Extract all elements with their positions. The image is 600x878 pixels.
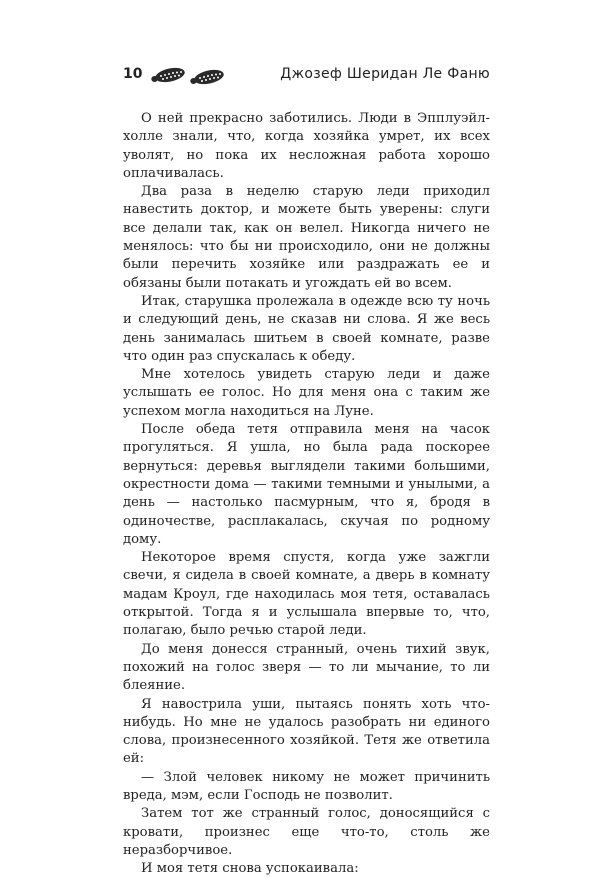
paragraph: Затем тот же странный голос, доносящийся с кровати, произнес еще что-то, столь же неразборчивое. xyxy=(123,806,490,858)
page-number: 10 xyxy=(123,66,143,82)
paragraph: И моя тетя снова успокаивала: xyxy=(141,861,359,877)
paragraph: Мне хотелось увидеть старую леди и даже услышать ее голос. Но для меня она с таким же успехом могла находиться на Луне. xyxy=(123,367,490,419)
paragraph: — Злой человек никому не может причинить вреда, мэм, если Господь не позволит. xyxy=(123,769,490,803)
paragraph: Некоторое время спустя, когда уже зажгли свечи, я сидела в своей комнате, а дверь в комнату мадам Кроул, где находилась моя тетя, оставалась открытой. Тогда я и услышала впервые то, что, полагаю, было речью старой леди. xyxy=(123,550,490,639)
paragraph: О ней прекрасно заботились. Люди в Эпплуэйл-холле знали, что, когда хозяйка умрет, их всех уволят, но пока их несложная работа хорошо оплачивалась. xyxy=(123,111,490,181)
paragraph: До меня донесся странный, очень тихий звук, похожий на голос зверя — то ли мычание, то ли блеяние. xyxy=(123,641,490,694)
paragraph: Два раза в неделю старую леди приходил навестить доктор, и можете быть уверены: слуги все делали так, как он велел. Никогда ничего не менялось: что бы ни происходило, они не должны были перечить хозяйке или раздражать ее и обязаны были потакать и угождать ей во всем. xyxy=(123,184,490,291)
footprints-icon xyxy=(151,66,229,86)
running-head: Джозеф Шеридан Ле Фаню xyxy=(280,66,490,82)
paragraph: После обеда тетя отправила меня на часок прогуляться. Я ушла, но была рада поскорее вернуться: деревья выглядели такими большими, окрестности дома — такими темными и унылыми, а день — настолько пасмурным, что я, бродя в одиночестве, расплакалась, скучая по родному дому. xyxy=(123,422,490,547)
body-text xyxy=(123,110,490,878)
paragraph: Итак, старушка пролежала в одежде всю ту ночь и следующий день, не сказав ни слова. Я же весь день занималась шитьем в своей комнате, разве что один раз спускалась к обеду. xyxy=(123,293,490,364)
paragraph: Я навострила уши, пытаясь понять хоть что-нибудь. Но мне не удалось разобрать ни единого слова, произнесенного хозяйкой. Тетя же ответила ей: xyxy=(123,696,490,767)
page-header xyxy=(123,64,490,88)
